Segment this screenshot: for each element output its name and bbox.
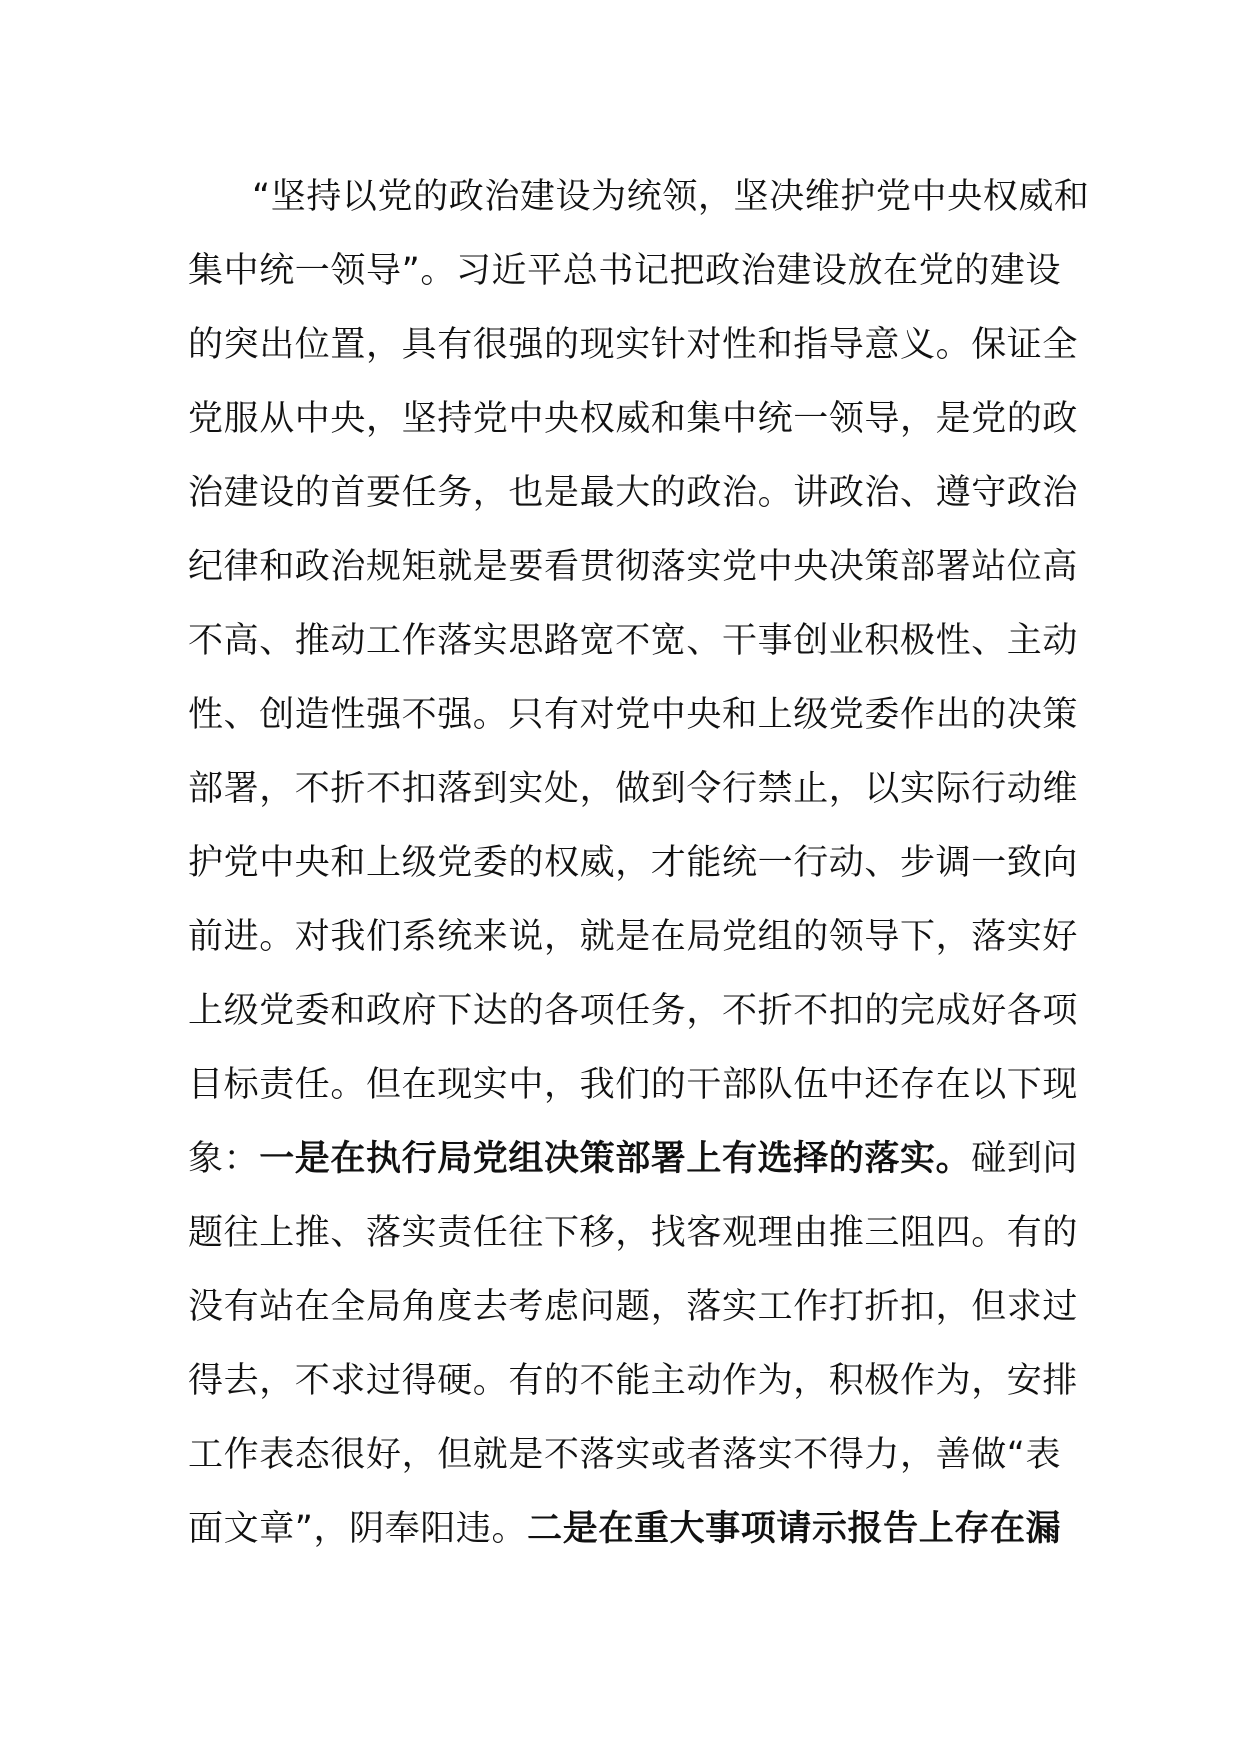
text-run: 党服从中央，坚持党中央权威和集中统一领导，是党的政 xyxy=(188,399,1079,439)
text-run: 目标责任。但在现实中，我们的干部队伍中还存在以下现 xyxy=(188,1065,1079,1105)
text-line xyxy=(188,900,1079,974)
text-line xyxy=(188,160,1090,234)
text-line xyxy=(188,826,1079,900)
text-run: 集中统一领导”。习近平总书记把政治建设放在党的建设 xyxy=(188,251,1062,291)
text-line xyxy=(188,1270,1079,1344)
text-line xyxy=(188,382,1079,456)
text-run: 得去，不求过得硬。有的不能主动作为，积极作为，安排 xyxy=(188,1361,1079,1401)
text-run: 不高、推动工作落实思路宽不宽、干事创业积极性、主动 xyxy=(188,621,1079,661)
text-line xyxy=(188,1418,1062,1492)
bold-text-run: 二是在重大事项请示报告上存在漏 xyxy=(527,1509,1062,1549)
text-line xyxy=(188,678,1079,752)
text-run: 上级党委和政府下达的各项任务，不折不扣的完成好各项 xyxy=(188,991,1079,1031)
text-line xyxy=(188,308,1079,382)
text-run: 护党中央和上级党委的权威，才能统一行动、步调一致向 xyxy=(188,843,1079,883)
text-line xyxy=(188,1196,1079,1270)
text-line xyxy=(188,604,1079,678)
bold-text-run: 一是在执行局党组决策部署上有选择的落实。 xyxy=(259,1139,972,1179)
text-line xyxy=(188,974,1079,1048)
text-run: 部署，不折不扣落到实处，做到令行禁止，以实际行动维 xyxy=(188,769,1079,809)
text-run: 治建设的首要任务，也是最大的政治。讲政治、遵守政治 xyxy=(188,473,1079,513)
body-paragraph xyxy=(188,160,1090,1566)
text-run: “坚持以党的政治建设为统领，坚决维护党中央权威和 xyxy=(252,177,1090,217)
text-line xyxy=(188,234,1062,308)
text-line xyxy=(188,1492,1062,1566)
text-line xyxy=(188,456,1079,530)
text-run: 工作表态很好，但就是不落实或者落实不得力，善做“表 xyxy=(188,1435,1062,1475)
text-line xyxy=(188,530,1079,604)
text-run: 性、创造性强不强。只有对党中央和上级党委作出的决策 xyxy=(188,695,1079,735)
text-run: 没有站在全局角度去考虑问题，落实工作打折扣，但求过 xyxy=(188,1287,1079,1327)
text-line xyxy=(188,1122,1079,1196)
text-run: 面文章”，阴奉阳违。 xyxy=(188,1509,528,1549)
text-run: 前进。对我们系统来说，就是在局党组的领导下，落实好 xyxy=(188,917,1079,957)
text-run: 题往上推、落实责任往下移，找客观理由推三阻四。有的 xyxy=(188,1213,1079,1253)
text-run: 碰到问 xyxy=(971,1139,1079,1179)
text-line xyxy=(188,1344,1079,1418)
text-line xyxy=(188,752,1079,826)
text-run: 纪律和政治规矩就是要看贯彻落实党中央决策部署站位高 xyxy=(188,547,1079,587)
text-run: 象： xyxy=(188,1139,260,1179)
text-run: 的突出位置，具有很强的现实针对性和指导意义。保证全 xyxy=(188,325,1079,365)
text-line xyxy=(188,1048,1079,1122)
